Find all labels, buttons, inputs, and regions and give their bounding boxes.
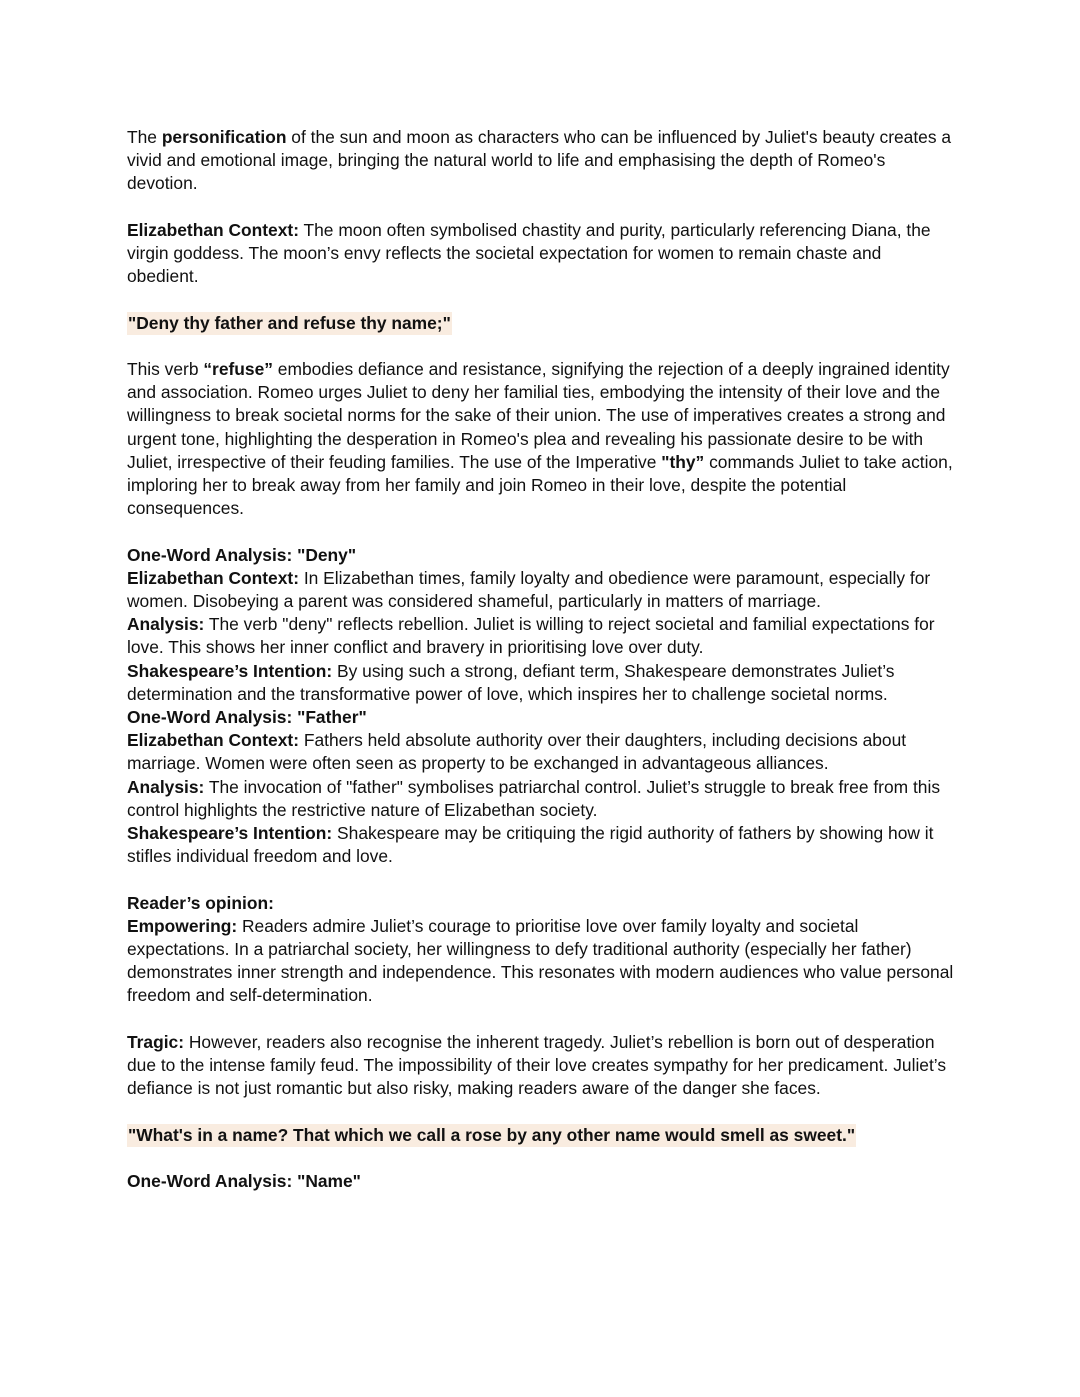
- father-context-paragraph: Elizabethan Context: Fathers held absolute authority over their daughters, including decisions about marriage. Women were often seen as property to be exchanged in advantageous alliances.: [127, 730, 907, 774]
- name-heading: One-Word Analysis: "Name": [127, 1171, 361, 1192]
- father-heading: One-Word Analysis: "Father": [127, 707, 367, 728]
- spacer: [127, 288, 957, 311]
- term-bold: personification: [161, 127, 287, 147]
- tragic-paragraph: Tragic: However, readers also recognise the inherent tragedy. Juliet’s rebellion is born out of desperation due to the intense family feud. The impossibility of their love creates sympathy for her predicament. Juliet’s defiance is not just romantic but also risky, making readers aware of the danger she faces.: [127, 1031, 947, 1099]
- spacer: [127, 1008, 957, 1031]
- deny-intention-paragraph: Shakespeare’s Intention: By using such a strong, defiant term, Shakespeare demonstrates Juliet’s determination and the transformative power of love, which inspires her to challenge societal norms.: [127, 660, 895, 704]
- deny-context-paragraph: Elizabethan Context: In Elizabethan times, family loyalty and obedience were paramount, especially for women. Disobeying a parent was considered shameful, particularly in matters of marriage.: [127, 567, 931, 611]
- spacer: [127, 1147, 957, 1170]
- highlighted-quote: "Deny thy father and refuse thy name;": [128, 312, 451, 333]
- moon-context-paragraph: Elizabethan Context: The moon often symbolised chastity and purity, particularly referencing Diana, the virgin goddess. The moon’s envy reflects the societal expectation for women to remain chaste and obedient.: [127, 219, 931, 287]
- thy-bold: "thy”: [661, 451, 705, 472]
- father-intention-paragraph: Shakespeare’s Intention: Shakespeare may be critiquing the rigid authority of fathers by showing how it stifles individual freedom and love.: [127, 823, 934, 867]
- reader-opinion-heading: Reader’s opinion:: [127, 892, 274, 913]
- quote-name-line: [127, 1124, 957, 1147]
- spacer: [127, 520, 957, 543]
- refuse-bold: “refuse”: [203, 358, 273, 379]
- spacer: [127, 1100, 957, 1123]
- spacer: [127, 335, 957, 358]
- highlighted-quote: "What's in a name? That which we call a rose by any other name would smell as sweet.": [128, 1124, 856, 1145]
- father-analysis-paragraph: Analysis: The invocation of "father" symbolises patriarchal control. Juliet’s struggle to break free from this control highlights the restrictive nature of Elizabethan society.: [127, 776, 941, 820]
- document-page: [127, 126, 957, 1193]
- refuse-analysis-paragraph: This verb “refuse” embodies defiance and resistance, signifying the rejection of a deeply ingrained identity and association. Romeo urges Juliet to deny her familial ties, embodying the intensity of their love and the willingness to break societal norms for the sake of their union. The use of imperatives creates a strong and urgent tone, highlighting the desperation in Romeo's plea and revealing his passionate desire to be with Juliet, irrespective of their feuding families. The use of the Imperative "thy” commands Juliet to take action, imploring her to break away from her family and join Romeo in their love, despite the potential consequences.: [127, 358, 953, 519]
- deny-heading: One-Word Analysis: "Deny": [127, 544, 357, 565]
- spacer: [127, 868, 957, 891]
- empowering-paragraph: Empowering: Readers admire Juliet’s courage to prioritise love over family loyalty and societal expectations. In a patriarchal society, her willingness to defy traditional authority (especially her father) demonstrates inner strength and independence. This resonates with modern audiences who value personal freedom and self-determination.: [127, 915, 954, 1006]
- spacer: [127, 196, 957, 219]
- deny-analysis-paragraph: Analysis: The verb "deny" reflects rebellion. Juliet is willing to reject societal and familial expectations for love. This shows her inner conflict and bravery in prioritising love over duty.: [127, 614, 935, 658]
- quote-deny-line: [127, 312, 957, 335]
- label-bold: Elizabethan Context:: [127, 219, 299, 240]
- personification-paragraph: The personification of the sun and moon as characters who can be influenced by Juliet's beauty creates a vivid and emotional image, bringing the natural world to life and emphasising the depth of Romeo's devotion.: [127, 127, 952, 194]
